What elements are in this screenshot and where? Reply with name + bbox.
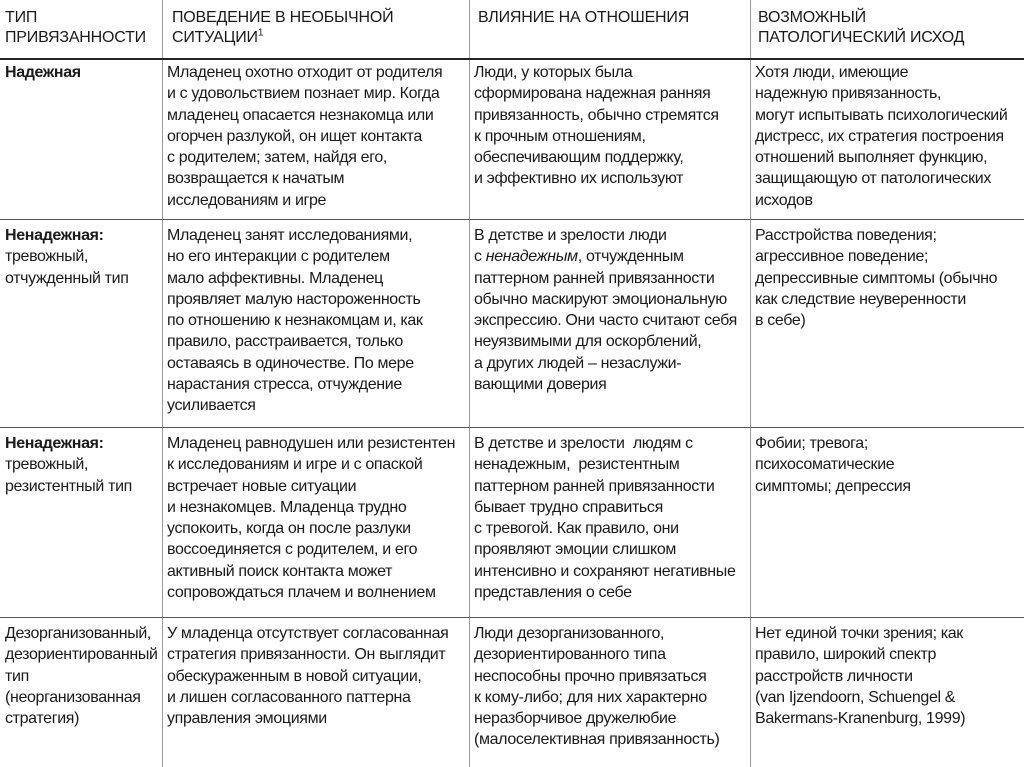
type-cell: Дезорганизованный, дезориентированный тип (неорганизованная стратегия) xyxy=(5,625,158,728)
header-rule xyxy=(0,58,1024,60)
header-behavior: ПОВЕДЕНИЕ В НЕОБЫЧНОЙ СИТУАЦИИ$^1$ xyxy=(172,9,394,46)
column-divider xyxy=(162,0,163,767)
influence-cell: Люди, у которых была сформирована надежная ранняя привязанность, обычно стремятся к прочным отношениям, обеспечивающим поддержку, и эффективно их используют xyxy=(474,64,719,188)
header-influence: ВЛИЯНИЕ НА ОТНОШЕНИЯ xyxy=(478,9,690,26)
behavior-cell: Младенец охотно отходит от родителя и с удовольствием познает мир. Когда младенец опасается незнакомца или огорчен разлукой, он ищет контакта с родителем; затем, найдя его, возвращается к начатым исследованиям и игре xyxy=(167,64,443,209)
behavior-cell: У младенца отсутствует согласованная стратегия привязанности. Он выглядит обескураженным в новой ситуации, и лишен согласованного паттерна управления эмоциями xyxy=(167,625,449,728)
outcome-cell: Расстройства поведения; агрессивное поведение; депрессивные симптомы (обычно как следствие неуверенности в себе) xyxy=(755,227,998,330)
header-outcome: ВОЗМОЖНЫЙ ПАТОЛОГИЧЕСКИЙ ИСХОД xyxy=(758,9,965,46)
behavior-cell: Младенец равнодушен или резистентен к исследованиям и игре и с опаской встречает новые ситуации и незнакомцев. Младенца трудно успокоить, когда он после разлуки воссоединяется с родителем, и его активный поиск контакта может сопровождаться плачем и волнением xyxy=(167,435,456,602)
influence-cell: В детстве и зрелости людям с ненадежным, резистентным паттерном ранней привязанности бывает трудно справиться с тревогой. Как правило, они проявляют эмоции слишком интенсивно и сохраняют негативные представления о себе xyxy=(474,435,736,602)
type-cell: Надежная xyxy=(5,64,81,81)
row-divider xyxy=(0,219,1024,220)
behavior-cell: Младенец занят исследованиями, но его интеракции с родителем мало аффективны. Младенец проявляет малую настороженность по отношению к незнакомцам и, как правило, расстраивается, только оставаясь в одиночестве. По мере нарастания стресса, отчуждение усиливается xyxy=(167,227,423,415)
outcome-cell: Фобии; тревога; психосоматические симптомы; депрессия xyxy=(755,435,911,495)
type-cell: Ненадежная: тревожный, отчужденный тип xyxy=(5,227,129,287)
footnote-mark: 1 xyxy=(257,27,264,39)
outcome-cell: Нет единой точки зрения; как правило, широкий спектр расстройств личности (van Ijzendoorn, Schuengel & Bakermans-Kranenburg, 1999) xyxy=(755,625,966,728)
row-divider xyxy=(0,427,1024,428)
type-cell: Ненадежная: тревожный, резистентный тип xyxy=(5,435,132,495)
influence-cell: В детстве и зрелости люди с ненадежным, отчужденным паттерном ранней привязанности обычно маскируют эмоциональную экспрессию. Они часто считают себя неуязвимыми для оскорблений, а других людей – незаслужи- вающими доверия xyxy=(474,227,737,394)
row-divider xyxy=(0,617,1024,618)
table-header xyxy=(0,0,1024,58)
column-divider xyxy=(469,0,470,767)
header-type: ТИП ПРИВЯЗАННОСТИ xyxy=(5,9,146,46)
outcome-cell: Хотя люди, имеющие надежную привязанность, могут испытывать психологический дистресс, их стратегия построения отношений выполняет функцию, защищающую от патологических исходов xyxy=(755,64,1008,209)
influence-cell: Люди дезорганизованного, дезориентированного типа неспособны прочно привязаться к кому-либо; для них характерно неразборчивое дружелюбие (малоселективная привязанность) xyxy=(474,625,720,749)
